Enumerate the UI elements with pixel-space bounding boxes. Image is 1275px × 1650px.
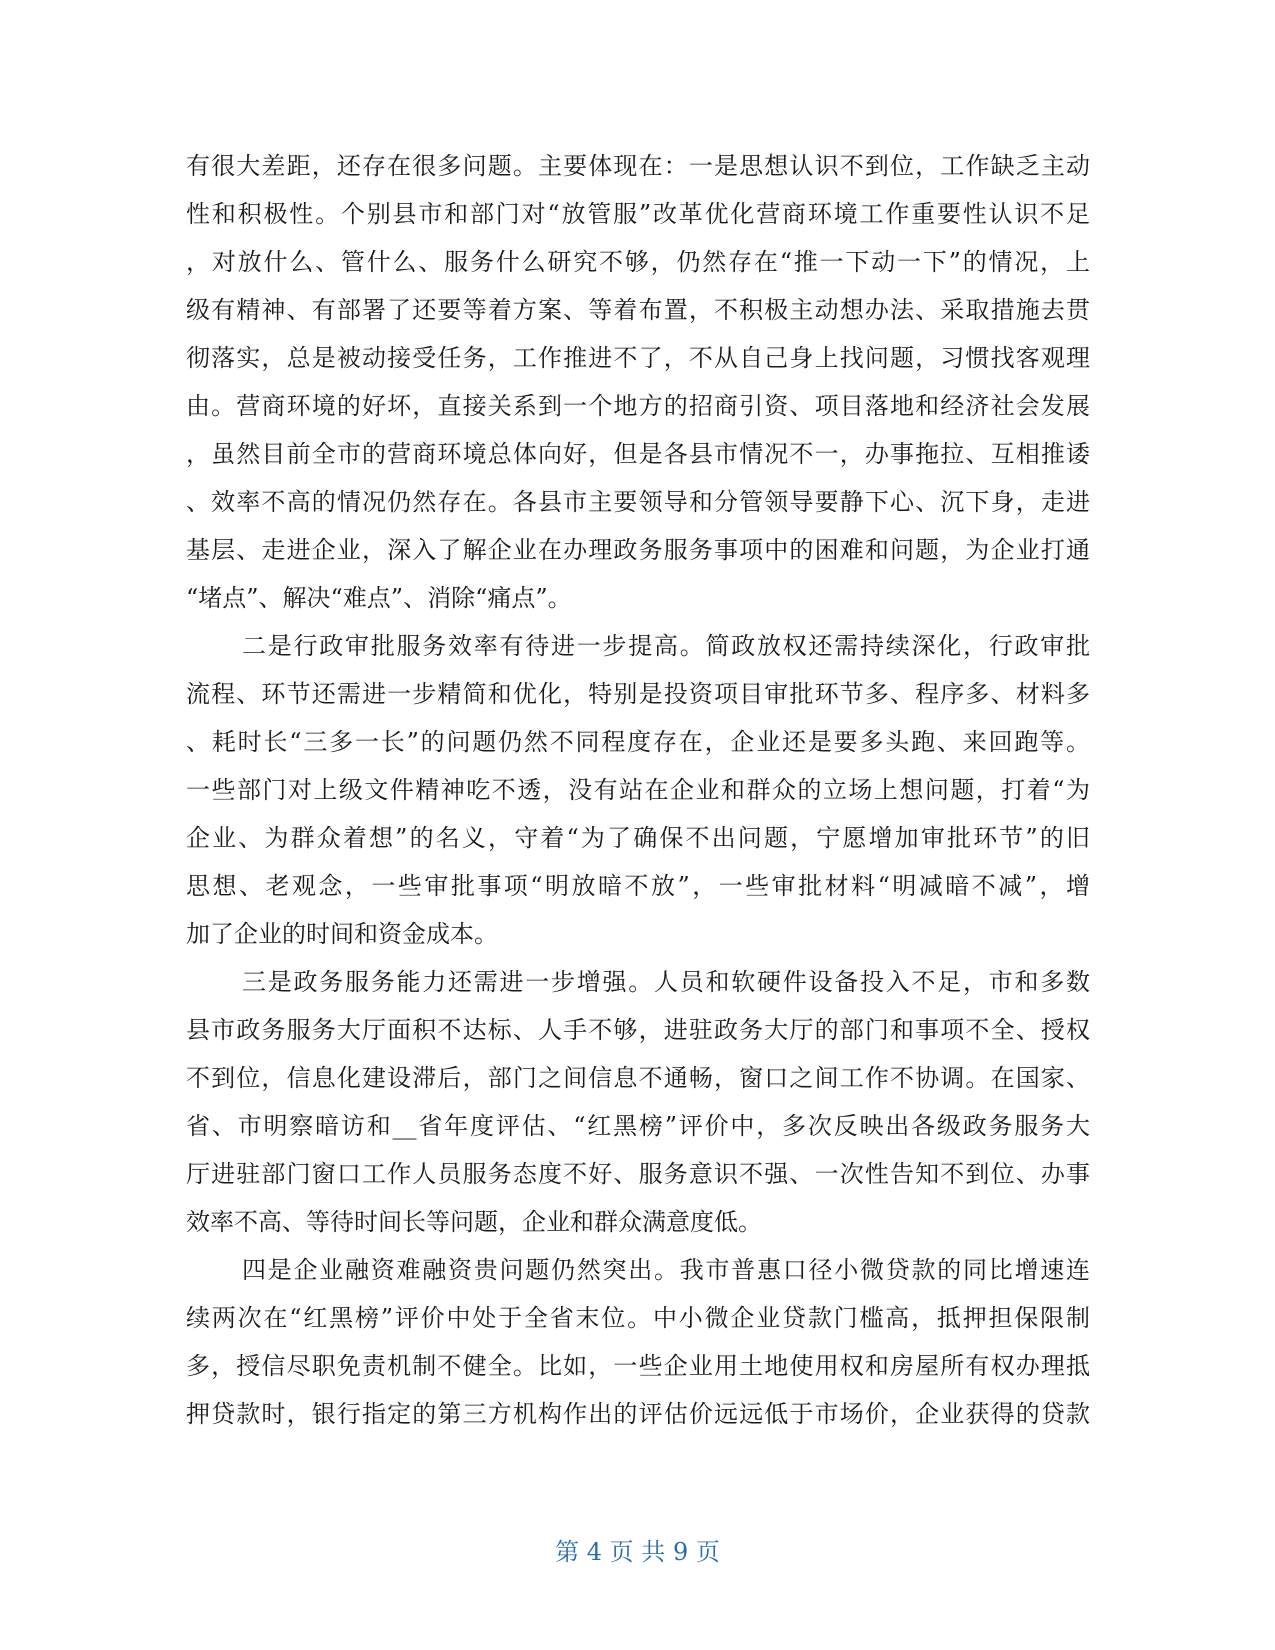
text-line: 续两次在“红黑榜”评价中处于全省末位。中小微企业贷款门槛高，抵押担保限制 <box>186 1304 1090 1332</box>
text-line: 三是政务服务能力还需进一步增强。人员和软硬件设备投入不足，市和多数 <box>242 968 1090 996</box>
text-line: 流程、环节还需进一步精简和优化，特别是投资项目审批环节多、程序多、材料多 <box>186 680 1090 708</box>
text-line: 思想、老观念，一些审批事项“明放暗不放”，一些审批材料“明减暗不减”，增 <box>186 872 1090 900</box>
text-line: 加了企业的时间和资金成本。 <box>186 920 498 948</box>
page-number: 第 4 页 共 9 页 <box>555 1538 720 1566</box>
text-line: 彻落实，总是被动接受任务，工作推进不了，不从自己身上找问题，习惯找客观理 <box>186 344 1090 372</box>
text-line: 四是企业融资难融资贵问题仍然突出。我市普惠口径小微贷款的同比增速连 <box>242 1256 1090 1284</box>
text-line: 省、市明察暗访和__省年度评估、“红黑榜”评价中，多次反映出各级政务服务大 <box>186 1112 1090 1140</box>
paragraph-1 <box>186 142 1090 622</box>
paragraph-3 <box>186 958 1090 1246</box>
text-line: 押贷款时，银行指定的第三方机构作出的评估价远远低于市场价，企业获得的贷款 <box>186 1400 1090 1428</box>
document-body <box>186 142 1090 1438</box>
text-line: 、效率不高的情况仍然存在。各县市主要领导和分管领导要静下心、沉下身，走进 <box>186 488 1090 516</box>
text-line: 基层、走进企业，深入了解企业在办理政务服务事项中的困难和问题，为企业打通 <box>186 536 1090 564</box>
text-line: 多，授信尽职免责机制不健全。比如，一些企业用土地使用权和房屋所有权办理抵 <box>186 1352 1090 1380</box>
text-line: 效率不高、等待时间长等问题，企业和群众满意度低。 <box>186 1208 762 1236</box>
paragraph-4 <box>186 1246 1090 1438</box>
text-line: ，虽然目前全市的营商环境总体向好，但是各县市情况不一，办事拖拉、互相推诿 <box>186 440 1090 468</box>
text-line: 性和积极性。个别县市和部门对“放管服”改革优化营商环境工作重要性认识不足 <box>186 200 1090 228</box>
text-line: 、耗时长“三多一长”的问题仍然不同程度存在，企业还是要多头跑、来回跑等。 <box>186 728 1090 756</box>
text-line: 由。营商环境的好坏，直接关系到一个地方的招商引资、项目落地和经济社会发展 <box>186 392 1090 420</box>
text-line: ，对放什么、管什么、服务什么研究不够，仍然存在“推一下动一下”的情况，上 <box>186 248 1090 276</box>
text-line: 县市政务服务大厅面积不达标、人手不够，进驻政务大厅的部门和事项不全、授权 <box>186 1016 1090 1044</box>
text-line: 厅进驻部门窗口工作人员服务态度不好、服务意识不强、一次性告知不到位、办事 <box>186 1160 1090 1188</box>
text-line: 有很大差距，还存在很多问题。主要体现在：一是思想认识不到位，工作缺乏主动 <box>186 152 1090 180</box>
text-line: 企业、为群众着想”的名义，守着“为了确保不出问题，宁愿增加审批环节”的旧 <box>186 824 1090 852</box>
text-line: 二是行政审批服务效率有待进一步提高。简政放权还需持续深化，行政审批 <box>242 632 1090 660</box>
text-line: 级有精神、有部署了还要等着方案、等着布置，不积极主动想办法、采取措施去贯 <box>186 296 1090 324</box>
text-line: 一些部门对上级文件精神吃不透，没有站在企业和群众的立场上想问题，打着“为 <box>186 776 1090 804</box>
text-line: 不到位，信息化建设滞后，部门之间信息不通畅，窗口之间工作不协调。在国家、 <box>186 1064 1090 1092</box>
paragraph-2 <box>186 622 1090 958</box>
text-line: “堵点”、解决“难点”、消除“痛点”。 <box>186 584 572 612</box>
